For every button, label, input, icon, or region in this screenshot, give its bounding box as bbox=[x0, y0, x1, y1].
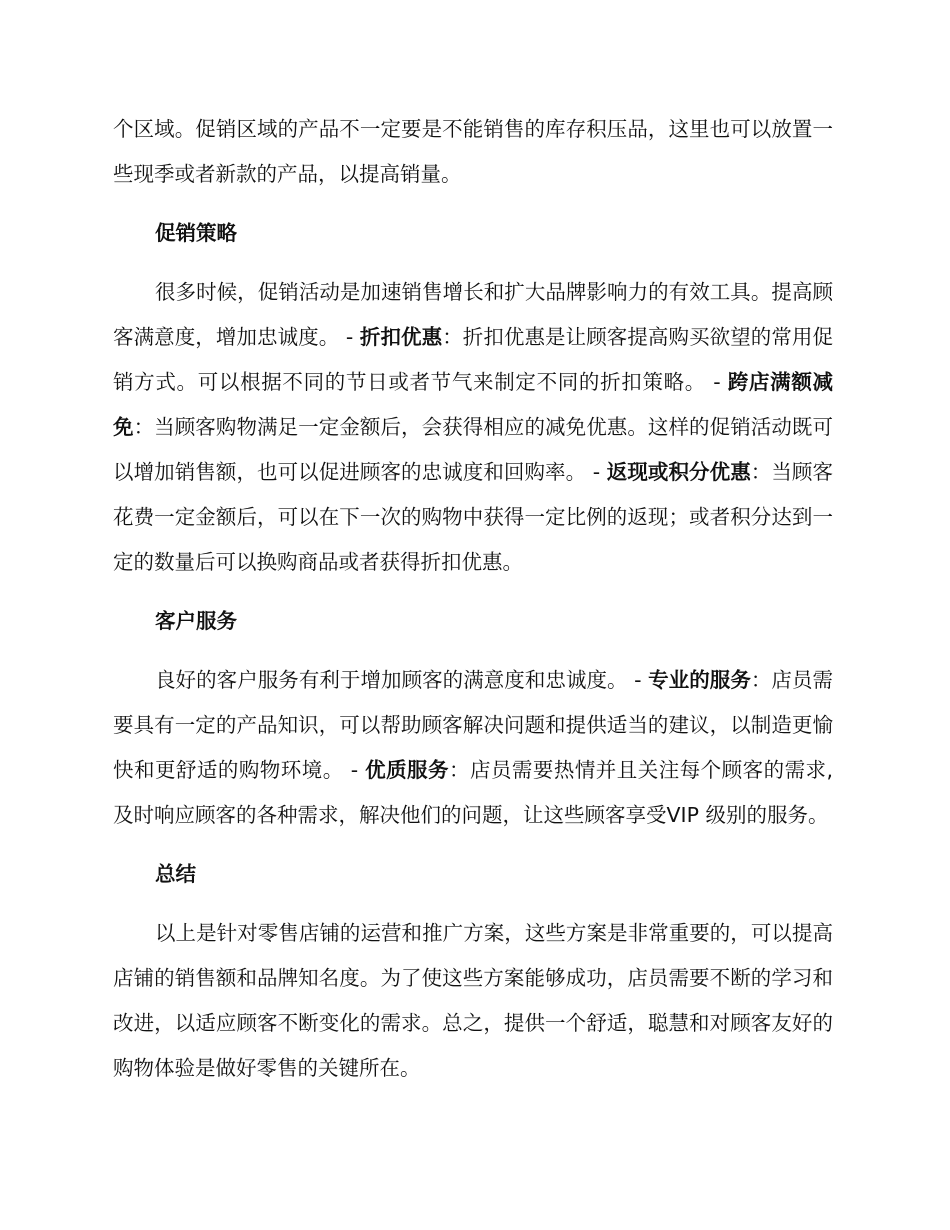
service-item-text-quality: ：店员需要热情并且关注每个顾客的需求,及时响应顾客的各种需求，解决他们的问题，让这些顾客享受VIP 级别的服务。 bbox=[113, 758, 834, 827]
service-item-prefix: - bbox=[343, 758, 366, 782]
summary-paragraph: 以上是针对零售店铺的运营和推广方案，这些方案是非常重要的，可以提高店铺的销售额和品牌知名度。为了使这些方案能够成功，店员需要不断的学习和改进，以适应顾客不断变化的需求。总之，提供一个舒适，聪慧和对顾客友好的购物体验是做好零售的关键所在。 bbox=[113, 921, 833, 1080]
section-heading-service: 客户服务 bbox=[155, 609, 237, 633]
promotion-item-prefix: - bbox=[706, 370, 728, 394]
intro-paragraph: 个区域。促销区域的产品不一定要是不能销售的库存积压品，这里也可以放置一些现季或者新款的产品，以提高销量。 bbox=[113, 117, 833, 186]
service-item-term-quality: 优质服务 bbox=[365, 758, 449, 782]
promotion-item-term-cashback: 返现或积分优惠 bbox=[606, 460, 751, 484]
service-paragraph bbox=[113, 658, 833, 838]
promotion-item-text-cross-store: ：当顾客购物满足一定金额后，会获得相应的减免优惠。这样的促销活动既可以增加销售额，也可以促进顾客的忠诚度和回购率。 bbox=[113, 415, 834, 484]
promotion-item-prefix: - bbox=[586, 460, 607, 484]
service-item-text-professional: ：店员需要具有一定的产品知识，可以帮助顾客解决问题和提供适当的建议，以制造更愉快和更舒适的购物环境。 bbox=[113, 668, 834, 782]
promotion-item-term-cross-store: 跨店满额减免 bbox=[113, 370, 834, 439]
promotion-item-prefix: - bbox=[339, 325, 360, 349]
service-item-term-professional: 专业的服务 bbox=[648, 668, 751, 692]
promotion-intro: 很多时候，促销活动是加速销售增长和扩大品牌影响力的有效工具。提高顾客满意度，增加忠诚度。 bbox=[113, 280, 833, 349]
promotion-item-text-discount: ：折扣优惠是让顾客提高购买欲望的常用促销方式。可以根据不同的节日或者节气来制定不同的折扣策略。 bbox=[113, 325, 834, 394]
document-body bbox=[113, 107, 833, 1091]
promotion-item-text-cashback: ：当顾客花费一定金额后，可以在下一次的购物中获得一定比例的返现；或者积分达到一定的数量后可以换购商品或者获得折扣优惠。 bbox=[113, 460, 834, 574]
section-heading-summary: 总结 bbox=[155, 862, 196, 886]
promotion-paragraph bbox=[113, 270, 833, 585]
service-item-prefix: - bbox=[627, 668, 649, 692]
service-intro: 良好的客户服务有利于增加顾客的满意度和忠诚度。 bbox=[155, 668, 628, 692]
section-heading-promotion: 促销策略 bbox=[155, 221, 237, 245]
promotion-item-term-discount: 折扣优惠 bbox=[359, 325, 443, 349]
